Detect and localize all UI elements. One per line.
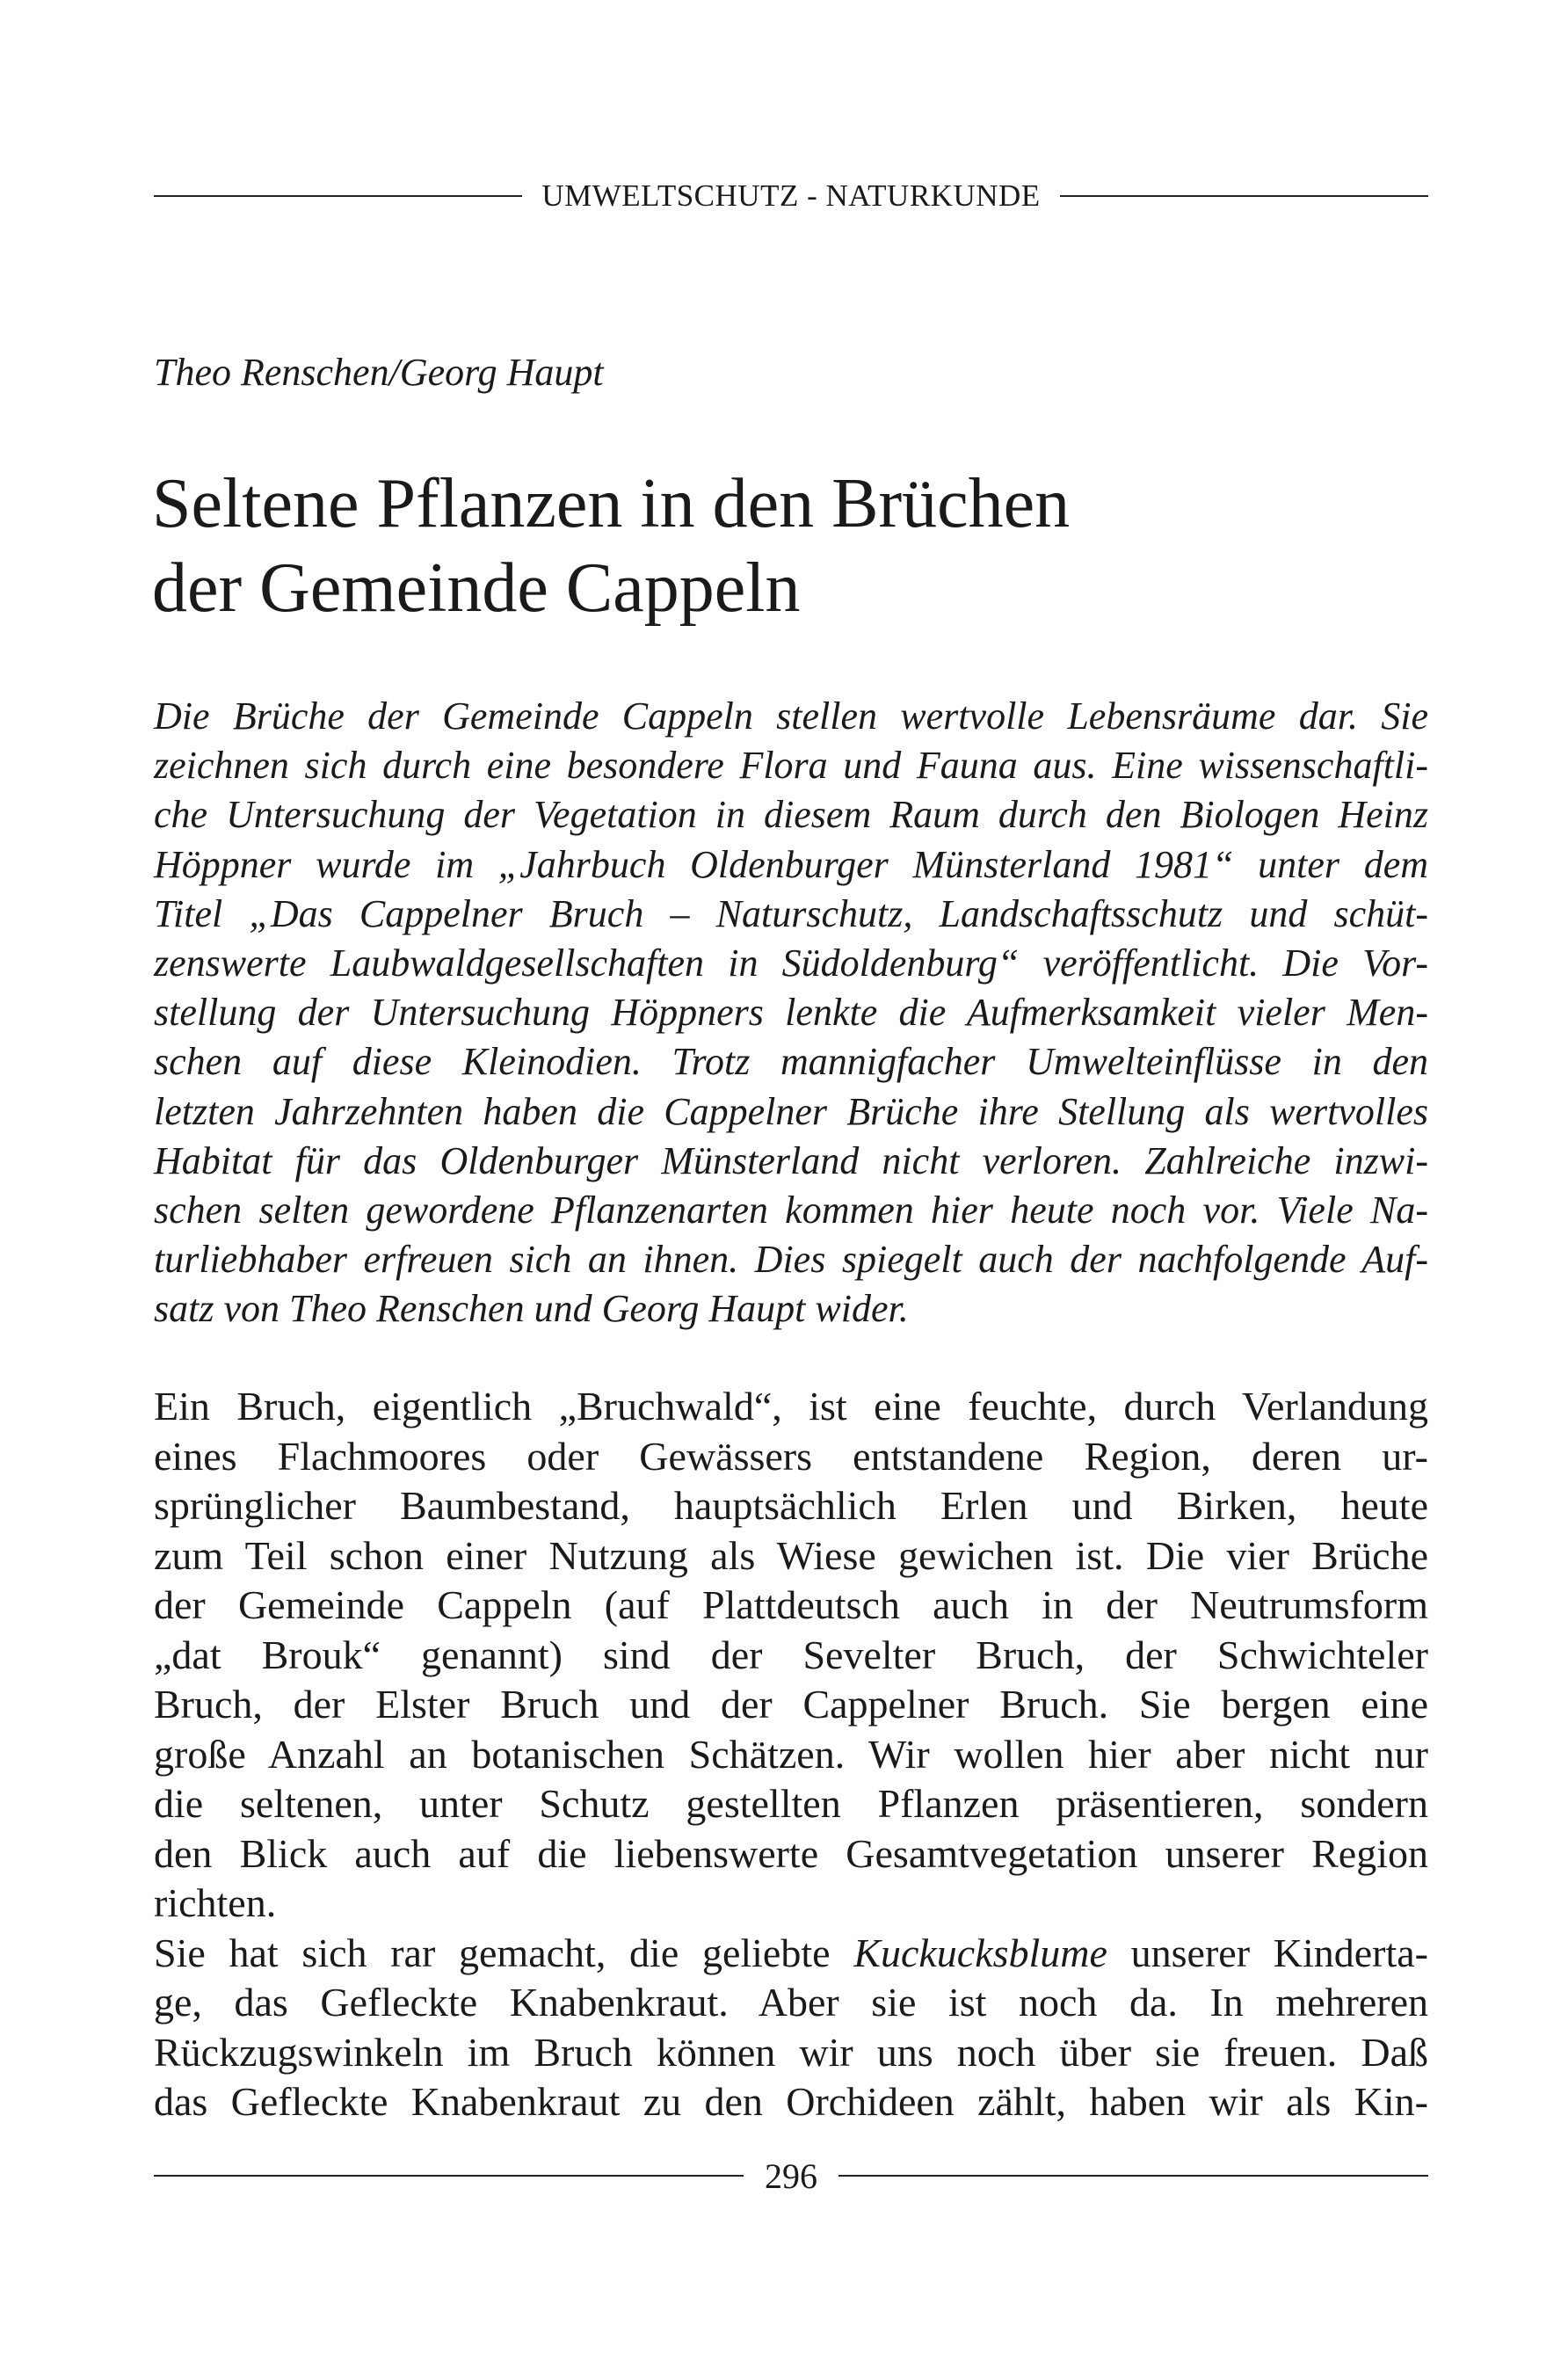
abstract-line: zenswerte Laubwaldgesellschaften in Südoldenburg“ veröffentlicht. Die Vor- [154,941,1428,985]
body-line: der Gemeinde Cappeln (auf Plattdeutsch auch in der Neutrumsform [154,1582,1428,1627]
body-line: sprünglicher Baumbestand, hauptsächlich Erlen und Birken, heute [154,1483,1428,1528]
abstract-line: stellung der Untersuchung Höppners lenkte die Aufmerksamkeit vieler Men- [154,991,1428,1035]
page-number: 296 [765,2156,817,2196]
body-line: den Blick auch auf die liebenswerte Gesamtvegetation unserer Region [154,1830,1428,1876]
plant-name-emphasis: Kuckucksblume [853,1930,1107,1975]
body-text-run: Sie hat sich rar gemacht, die geliebte [154,1930,854,1975]
article-authors: Theo Renschen/Georg Haupt [154,351,604,394]
article-abstract [154,692,1428,1334]
abstract-line: schen selten gewordene Pflanzenarten kommen hier heute noch vor. Viele Na- [154,1188,1428,1232]
abstract-line: Höppner wurde im „Jahrbuch Oldenburger Münsterland 1981“ unter dem [154,842,1428,886]
body-line: eines Flachmoores oder Gewässers entstandene Region, deren ur- [154,1433,1428,1479]
abstract-line: Titel „Das Cappelner Bruch – Naturschutz, Landschaftsschutz und schüt- [154,891,1428,935]
body-line: „dat Brouk“ genannt) sind der Sevelter Bruch, der Schwichteler [154,1632,1428,1677]
body-line: Ein Bruch, eigentlich „Bruchwald“, ist eine feuchte, durch Verlandung [154,1384,1428,1429]
header-rule-right [1060,195,1428,197]
body-line: das Gefleckte Knabenkraut zu den Orchideen zählt, haben wir als Kin- [154,2079,1428,2124]
footer-rule-left [154,2175,744,2177]
title-line: Seltene Pflanzen in den Brüchen [152,465,1071,542]
body-line: ge, das Gefleckte Knabenkraut. Aber sie ist noch da. In mehreren [154,1980,1428,2025]
running-header [154,176,1428,216]
body-line: Bruch, der Elster Bruch und der Cappelner Bruch. Sie bergen eine [154,1682,1428,1727]
body-line: Rückzugswinkeln im Bruch können wir uns noch über sie freuen. Daß [154,2029,1428,2075]
header-rule-left [154,195,522,197]
abstract-line: che Untersuchung der Vegetation in diesem Raum durch den Biologen Heinz [154,793,1428,837]
abstract-line: zeichnen sich durch eine besondere Flora und Fauna aus. Eine wissenschaftli- [154,744,1428,788]
abstract-line: Die Brüche der Gemeinde Cappeln stellen wertvolle Lebensräume dar. Sie [154,694,1428,738]
body-line: die seltenen, unter Schutz gestellten Pflanzen präsentieren, sondern [154,1781,1428,1826]
article-body [154,1382,1428,2127]
section-label: UMWELTSCHUTZ - NATURKUNDE [541,178,1041,213]
abstract-line: Habitat für das Oldenburger Münsterland nicht verloren. Zahlreiche inzwi- [154,1138,1428,1182]
title-line: der Gemeinde Cappeln [152,549,801,627]
abstract-line: schen auf diese Kleinodien. Trotz mannigfacher Umwelteinflüsse in den [154,1040,1428,1084]
body-line: große Anzahl an botanischen Schätzen. Wir wollen hier aber nicht nur [154,1731,1428,1777]
abstract-line: satz von Theo Renschen und Georg Haupt wider. [154,1287,909,1331]
footer-rule-right [838,2175,1428,2177]
article-title [152,462,1070,630]
abstract-line: letzten Jahrzehnten haben die Cappelner Brüche ihre Stellung als wertvolles [154,1089,1428,1133]
body-text-run: unserer Kinderta- [1107,1930,1428,1975]
body-line [154,1929,1428,1979]
body-line: richten. [154,1880,277,1925]
page-footer [154,2156,1428,2196]
body-line: zum Teil schon einer Nutzung als Wiese gewichen ist. Die vier Brüche [154,1532,1428,1578]
abstract-line: turliebhaber erfreuen sich an ihnen. Dies spiegelt auch der nachfolgende Auf- [154,1238,1428,1282]
